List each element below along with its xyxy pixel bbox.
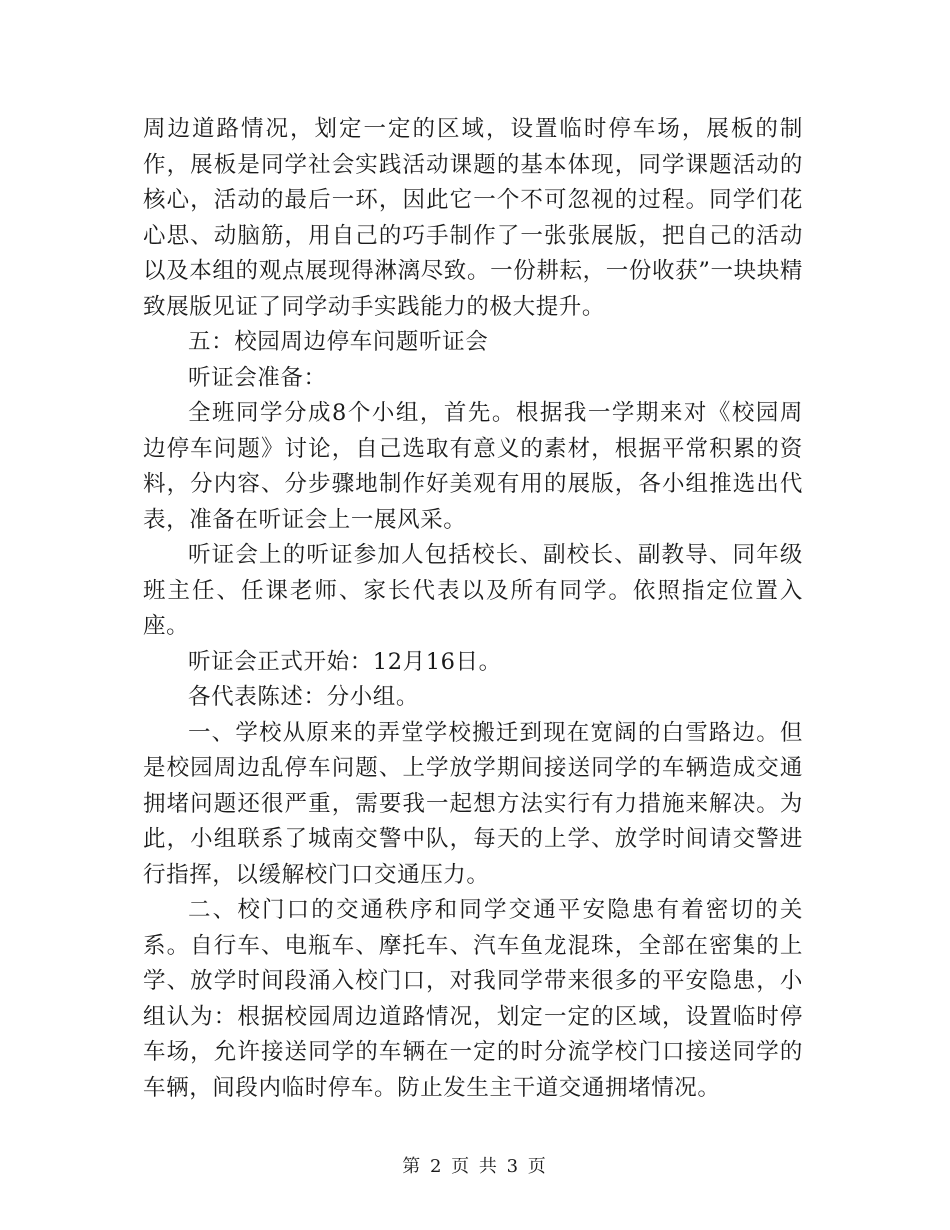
paragraph-preparation: 全班同学分成8个小组，首先。根据我一学期来对《校园周边停车问题》讨论，自己选取有意义的素材，根据平常积累的资料，分内容、分步骤地制作好美观有用的展版，各小组推选出代表，准备在听证会上一展风采。 <box>143 400 803 533</box>
paragraph-start-date: 听证会正式开始：12月16日。 <box>188 648 502 675</box>
paragraph-continuation: 周边道路情况，划定一定的区域，设置临时停车场，展板的制作，展板是同学社会实践活动课题的基本体现，同学课题活动的核心，活动的最后一环，因此它一个不可忽视的过程。同学们花心思、动脑筋，用自己的巧手制作了一张张展版，把自己的活动以及本组的观点展现得淋漓尽致。一份耕耘，一份收获”一块块精致展版见证了同学动手实践能力的极大提升。 <box>143 116 803 320</box>
subheading-hearing-preparation: 听证会准备： <box>188 364 327 391</box>
page-footer <box>0 1152 950 1178</box>
paragraph-participants: 听证会上的听证参加人包括校长、副校长、副教导、同年级班主任、任课老师、家长代表以及所有同学。依照指定位置入座。 <box>143 542 803 639</box>
document-body <box>143 112 803 1106</box>
section-heading-hearing: 五：校园周边停车问题听证会 <box>188 329 489 355</box>
paragraph-point-one: 一、学校从原来的弄堂学校搬迁到现在宽阔的白雪路边。但是校园周边乱停车问题、上学放学期间接送同学的车辆造成交通拥堵问题还很严重，需要我一起想方法实行有力措施来解决。为此，小组联系了城南交警中队，每天的上学、放学时间请交警进行指挥，以缓解校门口交通压力。 <box>143 719 803 888</box>
paragraph-statements: 各代表陈述：分小组。 <box>188 684 420 710</box>
paragraph-point-two: 二、校门口的交通秩序和同学交通平安隐患有着密切的关系。自行车、电瓶车、摩托车、汽车鱼龙混珠，全部在密集的上学、放学时间段涌入校门口，对我同学带来很多的平安隐患，小组认为：根据校园周边道路情况，划定一定的区域，设置临时停车场，允许接送同学的车辆在一定的时分流学校门口接送同学的车辆，间段内临时停车。防止发生主干道交通拥堵情况。 <box>143 897 803 1101</box>
page-number-label: 第 2 页 共 3 页 <box>402 1156 548 1177</box>
